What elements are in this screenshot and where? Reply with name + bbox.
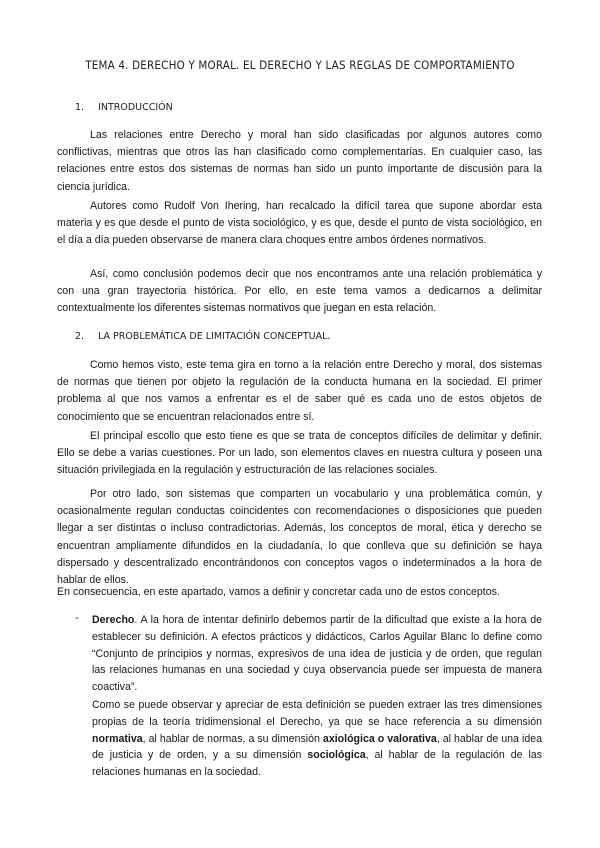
section-number: 2. (75, 331, 85, 342)
section-number: 1. (75, 102, 85, 113)
followup-text-c: , al hablar de una idea de justicia y de orden, y a su dimensión (92, 732, 542, 762)
paragraph-1: Las relaciones entre Derecho y moral han sido clasificadas por algunos autores como conflictivas, mientras que otros las han clasificado como complementarias. En cualquier caso, las relaciones entre estos dos sistemas de normas han sido un punto importante de discusión para la ciencia jurídica. (57, 129, 542, 193)
document-title: TEMA 4. DERECHO Y MORAL. EL DERECHO Y LAS REGLAS DE COMPORTAMIENTO (85, 58, 515, 72)
section-title: LA PROBLEMÁTICA DE LIMITACIÓN CONCEPTUAL. (98, 331, 331, 342)
list-item-followup (92, 697, 542, 781)
paragraph-6: Por otro lado, son sistemas que comparten un vocabulario y una problemática común, y ocasionalmente regulan conductas coincidentes con recomendaciones o disposiciones que pueden llegar a ser distintas o incluso contradictorias. Además, los conceptos de moral, ética y derecho se encuentran ampliamente difundidos en la ciudadanía, lo que conlleva que su definición se haya dispersado y descentralizado encontrándonos con conceptos vagos o indeterminados a la hora de hablar de ellos. (57, 488, 542, 587)
paragraph-4: Como hemos visto, este tema gira en torno a la relación entre Derecho y moral, dos sistemas de normas que tienen por objeto la regulación de la conducta humana en la sociedad. El primer problema al que nos vamos a enfrentar es el de saber qué es cada uno de estos objetos de conocimiento que se encuentran relacionados entre sí. (57, 359, 542, 423)
derecho-definition: . A la hora de intentar definirlo debemos partir de la dificultad que existe a la hora de establecer su definición. A efectos prácticos y didácticos, Carlos Aguilar Blanc lo define como “Conjunto de principios y normas, expresivos de una idea de justicia y de orden, que regulan las relaciones humanas en una sociedad y cuya observancia puede ser impuesta de manera coactiva”. (92, 614, 542, 694)
paragraph-2: Autores como Rudolf Von Ihering, han recalcado la difícil tarea que supone abordar esta materia y es que desde el punto de vista sociológico, y es que, desde el punto de vista sociológico, en el día a día pueden observarse de manera clara choques entre ambos órdenes normativos. (57, 200, 542, 247)
paragraph-3: Así, como conclusión podemos decir que nos encontramos ante una relación problemática y con una gran trayectoria histórica. Por ello, en este tema vamos a dedicarnos a delimitar contextualmente los diferentes sistemas normativos que juegan en esta relación. (57, 268, 542, 315)
followup-text-b: , al hablar de normas, a su dimensión (142, 732, 323, 745)
list-dash: - (75, 612, 79, 624)
list-item-derecho (92, 612, 542, 696)
bold-normativa: normativa (92, 732, 143, 745)
followup-text-a: Como se puede observar y apreciar de esta definición se pueden extraer las tres dimensiones propias de la teoría tridimensional el Derecho, ya que se hace referencia a su dimensión (92, 699, 542, 728)
bold-axiologica: axiológica o valorativa (322, 732, 437, 745)
paragraph-5: El principal escollo que esto tiene es que se trata de conceptos difíciles de delimitar y definir. Ello se debe a varias cuestiones. Por un lado, son elementos claves en nuestra cultura y poseen una situación privilegiada en la regulación y estructuración de las relaciones sociales. (57, 430, 542, 477)
section-heading-problematica (75, 331, 330, 342)
section-title: INTRODUCCIÓN (98, 102, 173, 113)
paragraph-7: En consecuencia, en este apartado, vamos a definir y concretar cada uno de estos conceptos. (57, 586, 500, 598)
bold-sociologica: sociológica (307, 749, 366, 762)
followup-text-d: , al hablar de la regulación de las relaciones humanas en la sociedad. (92, 749, 542, 779)
term-derecho: Derecho (92, 614, 135, 626)
section-heading-introduccion (75, 102, 173, 113)
